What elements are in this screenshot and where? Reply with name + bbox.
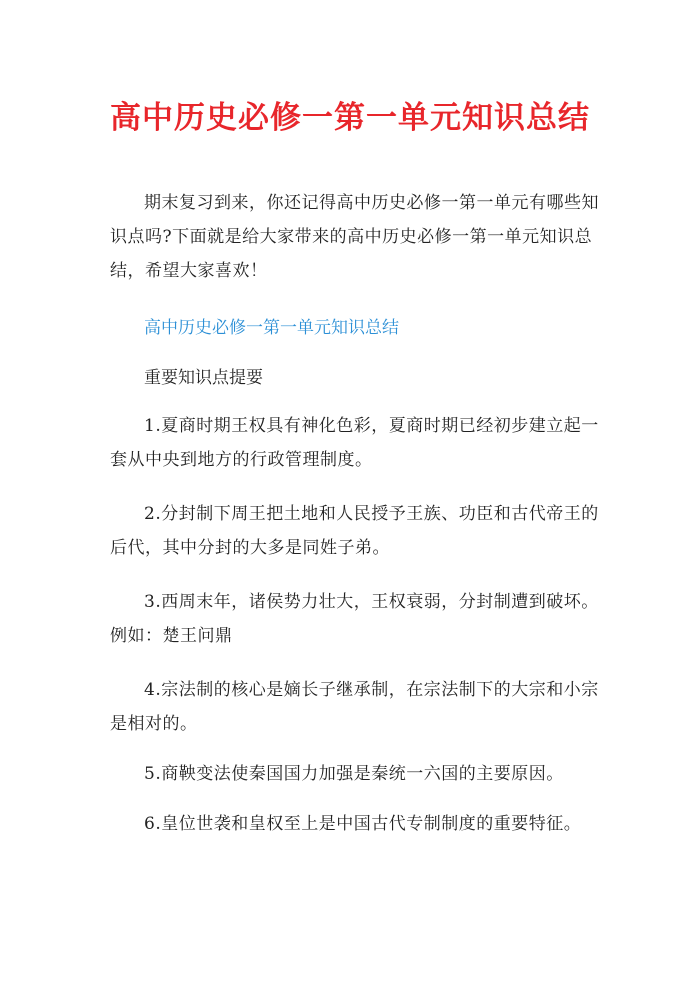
intro-paragraph: 期末复习到来，你还记得高中历史必修一第一单元有哪些知识点吗?下面就是给大家带来的高中历史必修一第一单元知识总结，希望大家喜欢！ bbox=[110, 193, 599, 281]
document-title: 高中历史必修一第一单元知识总结 bbox=[110, 100, 590, 136]
point-2: 2.分封制下周王把土地和人民授予王族、功臣和古代帝王的后代，其中分封的大多是同姓子弟。 bbox=[110, 504, 599, 558]
section-subtitle: 高中历史必修一第一单元知识总结 bbox=[144, 318, 399, 338]
section-label: 重要知识点提要 bbox=[144, 368, 263, 388]
point-3: 3.西周末年，诸侯势力壮大，王权衰弱，分封制遭到破坏。例如：楚王问鼎 bbox=[110, 592, 599, 646]
point-5: 5.商鞅变法使秦国国力加强是秦统一六国的主要原因。 bbox=[144, 764, 564, 784]
point-6: 6.皇位世袭和皇权至上是中国古代专制制度的重要特征。 bbox=[144, 814, 582, 834]
point-4: 4.宗法制的核心是嫡长子继承制，在宗法制下的大宗和小宗是相对的。 bbox=[110, 680, 599, 734]
point-1: 1.夏商时期王权具有神化色彩，夏商时期已经初步建立起一套从中央到地方的行政管理制度。 bbox=[110, 416, 599, 470]
